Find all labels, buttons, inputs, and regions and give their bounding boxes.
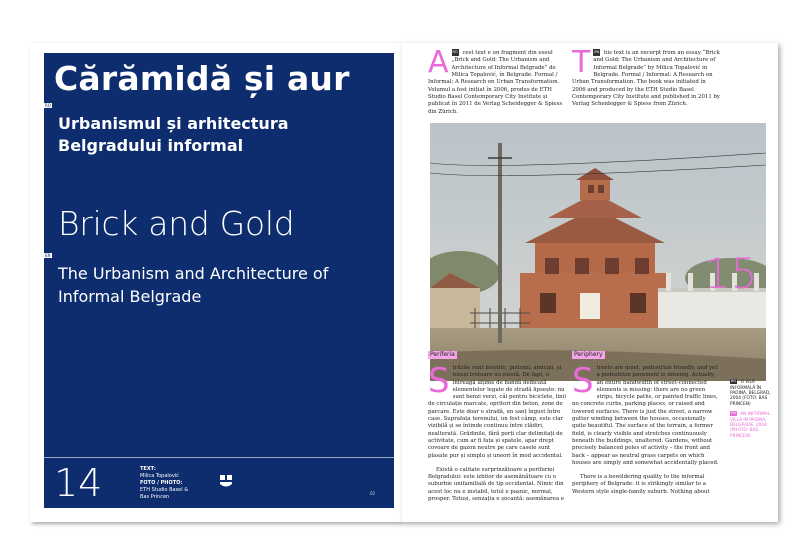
caption-text-ro: O VILĂ INFORMALĂ ÎN PADINA, BELGRAD, 2004 (FOTO: BAS PRINCEN) bbox=[730, 380, 771, 407]
footer-code: 02 bbox=[370, 491, 376, 496]
credit-photo-name: Bas Princen bbox=[140, 494, 170, 500]
intro-tag-ro: RO bbox=[452, 49, 459, 56]
section-head-en: Periphery bbox=[574, 351, 603, 358]
credit-text-name: Milica Topalović bbox=[140, 473, 179, 479]
language-tag-ro: RO bbox=[45, 103, 51, 108]
page-number-left: 14 bbox=[54, 461, 103, 505]
right-page bbox=[402, 43, 778, 522]
caption-text-en: AN INFORMAL VILLA IN PADINA, BELGRADE, 2004 (PHOTO: BAS PRINCEN) bbox=[730, 412, 771, 439]
intro-english bbox=[572, 45, 720, 109]
credit-photo-label: FOTO / PHOTO: bbox=[140, 480, 183, 486]
intro-dropcap-en: T bbox=[572, 45, 591, 80]
page-number-right: 15 bbox=[704, 249, 758, 298]
body-english bbox=[572, 361, 720, 496]
body-dropcap-ro: S bbox=[428, 361, 450, 401]
caption-english bbox=[730, 411, 772, 439]
subtitle-romanian: Urbanismul și arhitectura Belgradului informal bbox=[58, 114, 289, 155]
magazine-logo-icon bbox=[220, 475, 232, 489]
body-dropcap-en: S bbox=[572, 361, 594, 401]
credits-block bbox=[140, 466, 188, 501]
credit-text-label: TEXT: bbox=[140, 466, 156, 472]
section-head-ro: Periferia bbox=[430, 351, 455, 358]
intro-romanian bbox=[428, 45, 568, 116]
intro-tag-en: EN bbox=[593, 49, 600, 56]
credit-photo-studio: ETH Studio Basel & bbox=[140, 487, 189, 493]
body-ro-paragraph-1: trăzile sunt liniștite, pietonii, amicali, și totuși trotuare nu există. De fapt, o întreagă lățime de bandă dedicată elementelor legate de stradă lipsește: nu sunt benzi verzi, căi pentru biciclete, linii de circulație marcate, opritori din beton, zone de parcare. Este doar o stradă, un șanț îngust între case. Suprafața terenului, un fost câmp, este clar vizibilă și se întinde continuu între clădiri, nealterată. Grădinile, fără porți clar delimitați de activitate, cum ar fi fața și spatele, apar drept covoare de gazon neutre pe care casele sunt plasate pur și simplu și uneori în mod accidental. bbox=[428, 365, 567, 459]
intro-dropcap-ro: A bbox=[428, 45, 449, 80]
subtitle-english: The Urbanism and Architecture of Informal Belgrade bbox=[58, 264, 329, 306]
title-english: Brick and Gold bbox=[58, 204, 295, 243]
title-panel bbox=[44, 53, 394, 508]
left-page bbox=[30, 43, 402, 522]
divider-line bbox=[44, 457, 394, 458]
body-ro-paragraph-2: Există o calitate surprinzătoare a periferiei Belgradului: este izbitor de asemănătoare cu o suburbie unifamilială de tip occidental. Nimic din acest loc nu e instabil, totul e pașnic, normal, prosper. Totuși, senzația e șocantă: asemănarea e bbox=[428, 466, 564, 503]
caption-tag-ro: RO bbox=[731, 379, 737, 383]
caption-tag-en: EN bbox=[731, 411, 736, 415]
intro-text-ro: cest text e un fragment din eseul „Brick and Gold: The Urbanism and Architecture of Informal Belgrade” de Milica Topalović, în Belgrade. Formal / Informal: A Research on Urban Transformation. Volumul a fost inițiat în 2006, produs de ETH Studio Basel Contemporary City Institute și publicat în 2011 de Verlag Scheidegger & Spiess din Zürich. bbox=[428, 50, 563, 115]
intro-text-en: his text is an excerpt from an essay “Brick and Gold: The Urbanism and Architecture of Informal Belgrade” by Milica Topalović in Belgrade. Formal / Informal: A Research on Urban Transformation. The book was initiated in 2006 and produced by the ETH Studio Basel Contemporary City Institute and published in 2011 by Verlag Scheidegger & Spiess from Zürich. bbox=[572, 50, 720, 108]
caption-romanian bbox=[730, 379, 772, 407]
body-en-paragraph-2: There is a bewildering quality to the informal periphery of Belgrade: it is strikingly similar to a Western style single-family suburb. Nothing about bbox=[572, 474, 710, 495]
language-tag-en: EN bbox=[45, 253, 51, 258]
body-romanian bbox=[428, 361, 568, 503]
title-romanian: Cărămidă și aur bbox=[54, 59, 350, 98]
body-en-paragraph-1: treets are quiet, pedestrian friendly, and yet a pedestrian pavement is missing. Actually, an entire bandwidth of street-connected elements is missing: there are no green strips, bicycle paths, or painted traffic lines, no concrete curbs, parking places, or raised and lowered surfaces. There is just the street, a narrow gutter winding between the houses, occasionally quite beautiful. The surface of the terrain, a former field, is clearly visible and stretches continuously beneath the buildings, unaltered. Gardens, without precisely balanced poles of activity – the front and back – appear as neutral grass carpets on which houses are simply and somewhat accidentally placed. bbox=[572, 365, 719, 466]
